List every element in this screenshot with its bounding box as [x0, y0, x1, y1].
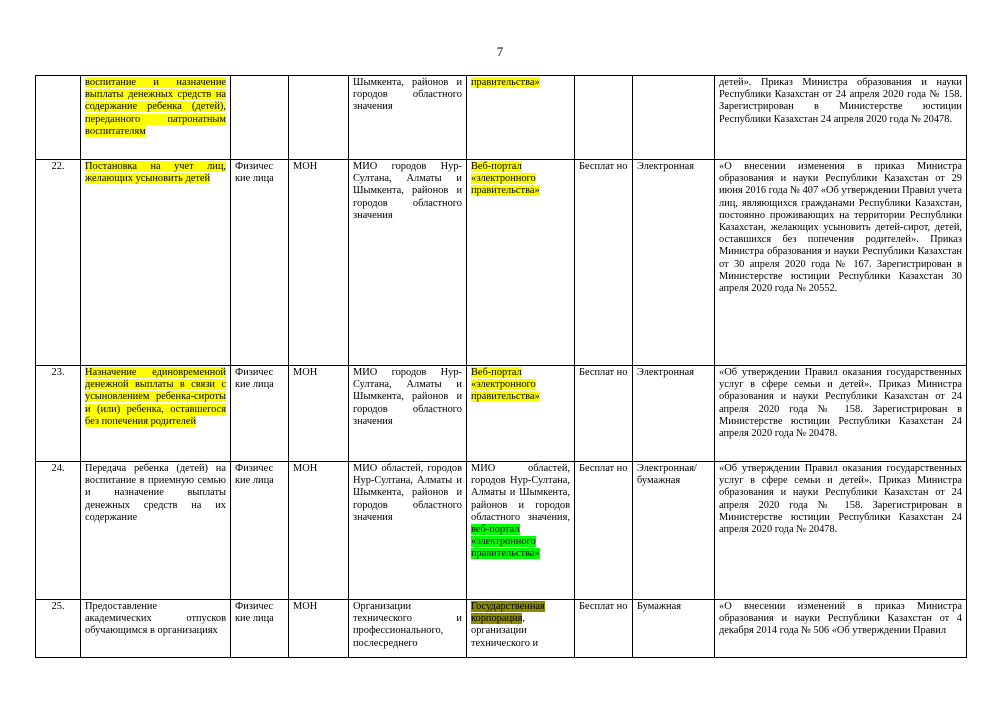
recipients-text: Физичес кие лица [235, 161, 274, 185]
legal-act [715, 366, 967, 462]
payment-text: Бесплат но [579, 161, 628, 172]
service-provider-text: МИО городов Нур-Султана, Алматы и Шымкента, районов и городов областного значения [353, 161, 462, 221]
legal-act [715, 600, 967, 658]
ministry [289, 462, 349, 600]
ministry-text: МОН [293, 367, 318, 378]
legal-act-text: «О внесении изменений в приказ Министра образования и науки Республики Казахстан от 4 декабря 2014 года № 506 «Об утверждении Правил [719, 601, 962, 637]
ministry-text: МОН [293, 161, 318, 172]
row-number [36, 76, 81, 160]
delivery-channel-part: Государственная корпорация [471, 601, 545, 625]
service-provider [349, 160, 467, 366]
row-number-text: 24. [51, 463, 65, 474]
service-provider-text: Организации технического и профессионального, послесреднего [353, 601, 462, 649]
table-row [36, 366, 967, 462]
delivery-channel-part: Веб-портал «электронного правительства» [471, 161, 540, 197]
recipients-text: Физичес кие лица [235, 601, 274, 625]
ministry [289, 76, 349, 160]
legal-act [715, 462, 967, 600]
service-name [81, 160, 231, 366]
legal-act-text: «О внесении изменения в приказ Министра образования и науки Республики Казахстан от 29 июня 2016 года № 407 «Об утверждении Правил учета лиц, являющихся гражданами Республики Казахстан, постоянно проживающих на территории Республики Казахстан, желающих усыновить детей-сирот, детей, оставшихся без попечения родителей». Приказ Министра образования и науки Республики Казахстан от 30 апреля 2020 года № 167. Зарегистрирован в Министерстве юстиции Республики Казахстан 30 апреля 2020 года № 20552. [719, 161, 962, 295]
service-provider [349, 600, 467, 658]
delivery-channel [467, 76, 575, 160]
service-name [81, 600, 231, 658]
table-row [36, 160, 967, 366]
payment [575, 160, 633, 366]
row-number [36, 160, 81, 366]
row-number [36, 462, 81, 600]
delivery-channel [467, 462, 575, 600]
ministry-text: МОН [293, 463, 318, 474]
table-row [36, 76, 967, 160]
legal-act-text: детей». Приказ Министра образования и науки Республики Казахстан от 24 апреля 2020 года № 158. Зарегистрирован в Министерстве юстиции Республики Казахстан 24 апреля 2020 года № 20478. [719, 77, 962, 125]
service-name [81, 366, 231, 462]
table-row [36, 462, 967, 600]
service-name-text: Постановка на учет лиц, желающих усыновить детей [85, 161, 226, 185]
ministry [289, 366, 349, 462]
delivery-form-text: Электронная [637, 161, 695, 172]
recipients-text: Физичес кие лица [235, 367, 274, 391]
service-provider [349, 366, 467, 462]
service-provider-text: МИО областей, городов Нур-Султана, Алматы и Шымкента, районов и городов областного значения [353, 463, 462, 523]
service-name-text: Назначение единовременной денежной выплаты в связи с усыновлением ребенка-сироты и (или) ребенка, оставшегося без попечения родителей [85, 367, 226, 427]
row-number-text: 22. [51, 161, 65, 172]
legal-act-text: «Об утверждении Правил оказания государственных услуг в сфере семьи и детей». Приказ Министра образования и науки Республики Казахстан от 24 апреля 2020 года № 158. Зарегистрирован в Министерстве юстиции Республики Казахстан 24 апреля 2020 года № 20478. [719, 367, 962, 440]
row-number-text: 23. [51, 367, 65, 378]
delivery-channel-part: правительства» [471, 77, 540, 88]
service-name [81, 76, 231, 160]
delivery-channel-part: Веб-портал «электронного правительства» [471, 367, 540, 403]
recipients [231, 366, 289, 462]
delivery-form [633, 160, 715, 366]
recipients-text: Физичес кие лица [235, 463, 274, 487]
payment [575, 462, 633, 600]
delivery-channel-part: МИО областей, городов Нур-Султана, Алматы и Шымкента, районов и городов областного значения, [471, 463, 570, 523]
service-provider-text: Шымкента, районов и городов областного значения [353, 77, 462, 113]
legal-act [715, 160, 967, 366]
service-provider [349, 462, 467, 600]
payment-text: Бесплат но [579, 367, 628, 378]
row-number [36, 600, 81, 658]
recipients [231, 160, 289, 366]
delivery-form-text: Электронная [637, 367, 695, 378]
delivery-channel-part: , организации технического и [471, 613, 539, 649]
recipients [231, 76, 289, 160]
recipients [231, 600, 289, 658]
legal-act-text: «Об утверждении Правил оказания государственных услуг в сфере семьи и детей». Приказ Министра образования и науки Республики Казахстан от 24 апреля 2020 года № 158. Зарегистрирован в Министерстве юстиции Республики Казахстан 24 апреля 2020 года № 20478. [719, 463, 962, 536]
ministry [289, 600, 349, 658]
service-name [81, 462, 231, 600]
legal-act [715, 76, 967, 160]
delivery-channel [467, 160, 575, 366]
delivery-channel [467, 366, 575, 462]
ministry-text: МОН [293, 601, 318, 612]
page-number: 7 [496, 44, 504, 59]
delivery-form [633, 462, 715, 600]
service-name-text: Предоставление академических отпусков обучающимся в организациях [85, 601, 226, 637]
delivery-channel [467, 600, 575, 658]
payment [575, 366, 633, 462]
service-name-text: Передача ребенка (детей) на воспитание в приемную семью и назначение выплаты денежных средств на их содержание [85, 463, 226, 523]
table-row [36, 600, 967, 658]
service-provider [349, 76, 467, 160]
ministry [289, 160, 349, 366]
row-number [36, 366, 81, 462]
payment [575, 600, 633, 658]
delivery-form-text: Бумажная [637, 601, 682, 612]
delivery-form [633, 366, 715, 462]
payment [575, 76, 633, 160]
services-table [35, 75, 967, 658]
delivery-form [633, 600, 715, 658]
service-provider-text: МИО городов Нур-Султана, Алматы и Шымкента, районов и городов областного значения [353, 367, 462, 427]
service-name-text: воспитание и назначение выплаты денежных средств на содержание ребенка (детей), переданного патронатным воспитателям [85, 77, 226, 137]
row-number-text: 25. [51, 601, 65, 612]
delivery-channel-part: веб-портал «электронного правительства» [471, 524, 540, 560]
delivery-form-text: Электронная/ бумажная [637, 463, 697, 487]
payment-text: Бесплат но [579, 463, 628, 474]
payment-text: Бесплат но [579, 601, 628, 612]
delivery-form [633, 76, 715, 160]
recipients [231, 462, 289, 600]
